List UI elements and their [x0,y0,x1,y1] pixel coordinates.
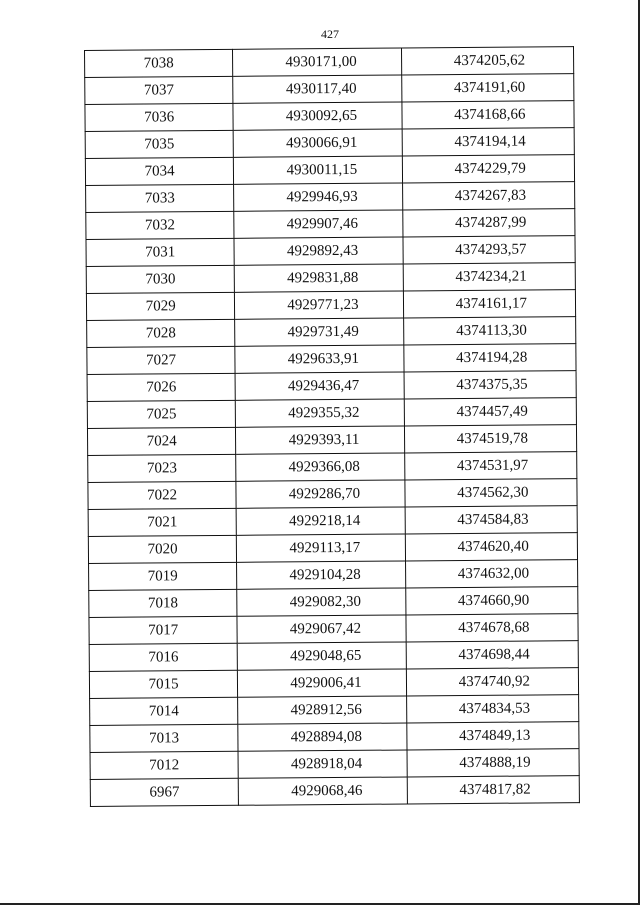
x-coordinate-cell: 4929946,93 [234,183,403,211]
point-id-cell: 7031 [86,238,235,266]
y-coordinate-cell: 4374584,83 [405,506,578,534]
table-row [87,398,576,429]
x-coordinate-cell: 4928894,08 [238,723,407,751]
table-row [85,155,574,186]
point-id-cell: 7019 [89,562,238,590]
table-row [85,74,574,105]
x-coordinate-cell: 4929113,17 [237,534,406,562]
table-row [87,371,576,402]
coordinate-table-body [85,47,580,807]
x-coordinate-cell: 4929286,70 [236,480,405,508]
y-coordinate-cell: 4374267,83 [402,182,575,210]
x-coordinate-cell: 4930117,40 [233,75,402,103]
table-row [86,236,575,267]
x-coordinate-cell: 4929068,46 [239,777,408,805]
point-id-cell: 7030 [86,265,235,293]
point-id-cell: 7013 [90,724,239,752]
y-coordinate-cell: 4374698,44 [406,641,579,669]
point-id-cell: 7020 [88,535,237,563]
point-id-cell: 7033 [86,184,235,212]
y-coordinate-cell: 4374168,66 [402,101,575,129]
y-coordinate-cell: 4374888,19 [407,749,580,777]
x-coordinate-cell: 4928918,04 [238,750,407,778]
x-coordinate-cell: 4929082,30 [237,588,406,616]
x-coordinate-cell: 4929218,14 [236,507,405,535]
table-row [89,668,578,699]
x-coordinate-cell: 4929731,49 [235,318,404,346]
x-coordinate-cell: 4930171,00 [233,48,402,76]
y-coordinate-cell: 4374531,97 [404,452,577,480]
table-row [86,263,575,294]
table-row [85,47,574,78]
y-coordinate-cell: 4374234,21 [403,263,576,291]
table-row [86,209,575,240]
x-coordinate-cell: 4929907,46 [234,210,403,238]
point-id-cell: 7034 [85,157,234,185]
y-coordinate-cell: 4374287,99 [402,209,575,237]
point-id-cell: 7026 [87,373,236,401]
y-coordinate-cell: 4374519,78 [404,425,577,453]
coordinate-table [84,46,580,807]
x-coordinate-cell: 4930066,91 [233,129,402,157]
x-coordinate-cell: 4929436,47 [235,372,404,400]
page-number: 427 [321,27,339,41]
table-row [90,749,579,780]
table-row [88,533,577,564]
y-coordinate-cell: 4374562,30 [405,479,578,507]
point-id-cell: 7027 [87,346,236,374]
x-coordinate-cell: 4929892,43 [234,237,403,265]
x-coordinate-cell: 4929048,65 [237,642,406,670]
point-id-cell: 7012 [90,751,239,779]
table-row [89,587,578,618]
point-id-cell: 7023 [88,454,237,482]
point-id-cell: 7021 [88,508,237,536]
point-id-cell: 7028 [87,319,236,347]
y-coordinate-cell: 4374678,68 [406,614,579,642]
point-id-cell: 7015 [89,670,238,698]
point-id-cell: 7032 [86,211,235,239]
table-row [87,344,576,375]
point-id-cell: 7024 [87,427,236,455]
point-id-cell: 7018 [89,589,238,617]
table-row [86,182,575,213]
y-coordinate-cell: 4374620,40 [405,533,578,561]
table-row [90,776,579,807]
point-id-cell: 7022 [88,481,237,509]
y-coordinate-cell: 4374113,30 [403,317,576,345]
y-coordinate-cell: 4374194,28 [403,344,576,372]
x-coordinate-cell: 4929771,23 [235,291,404,319]
y-coordinate-cell: 4374817,82 [407,776,580,804]
table-row [85,101,574,132]
point-id-cell: 7016 [89,643,238,671]
table-row [88,479,577,510]
table-row [85,128,574,159]
y-coordinate-cell: 4374191,60 [401,74,574,102]
point-id-cell: 7035 [85,130,234,158]
y-coordinate-cell: 4374205,62 [401,47,574,75]
point-id-cell: 7025 [87,400,236,428]
x-coordinate-cell: 4929067,42 [237,615,406,643]
x-coordinate-cell: 4930011,15 [234,156,403,184]
x-coordinate-cell: 4929104,28 [237,561,406,589]
point-id-cell: 7029 [86,292,235,320]
y-coordinate-cell: 4374834,53 [406,695,579,723]
point-id-cell: 7036 [85,103,234,131]
table-row [87,317,576,348]
x-coordinate-cell: 4930092,65 [233,102,402,130]
y-coordinate-cell: 4374740,92 [406,668,579,696]
y-coordinate-cell: 4374375,35 [404,371,577,399]
y-coordinate-cell: 4374194,14 [402,128,575,156]
table-row [90,695,579,726]
y-coordinate-cell: 4374229,79 [402,155,575,183]
table-row [89,614,578,645]
table-row [89,560,578,591]
table-row [90,722,579,753]
point-id-cell: 7037 [85,76,234,104]
table-row [87,425,576,456]
y-coordinate-cell: 4374161,17 [403,290,576,318]
y-coordinate-cell: 4374849,13 [406,722,579,750]
y-coordinate-cell: 4374632,00 [405,560,578,588]
point-id-cell: 7038 [85,49,234,77]
x-coordinate-cell: 4929393,11 [236,426,405,454]
x-coordinate-cell: 4929831,88 [234,264,403,292]
x-coordinate-cell: 4929633,91 [235,345,404,373]
table-row [89,641,578,672]
y-coordinate-cell: 4374293,57 [403,236,576,264]
x-coordinate-cell: 4929366,08 [236,453,405,481]
y-coordinate-cell: 4374457,49 [404,398,577,426]
x-coordinate-cell: 4928912,56 [238,696,407,724]
point-id-cell: 6967 [90,778,239,806]
x-coordinate-cell: 4929006,41 [238,669,407,697]
point-id-cell: 7014 [90,697,239,725]
table-row [88,506,577,537]
point-id-cell: 7017 [89,616,238,644]
x-coordinate-cell: 4929355,32 [236,399,405,427]
table-row [88,452,577,483]
table-row [86,290,575,321]
y-coordinate-cell: 4374660,90 [405,587,578,615]
